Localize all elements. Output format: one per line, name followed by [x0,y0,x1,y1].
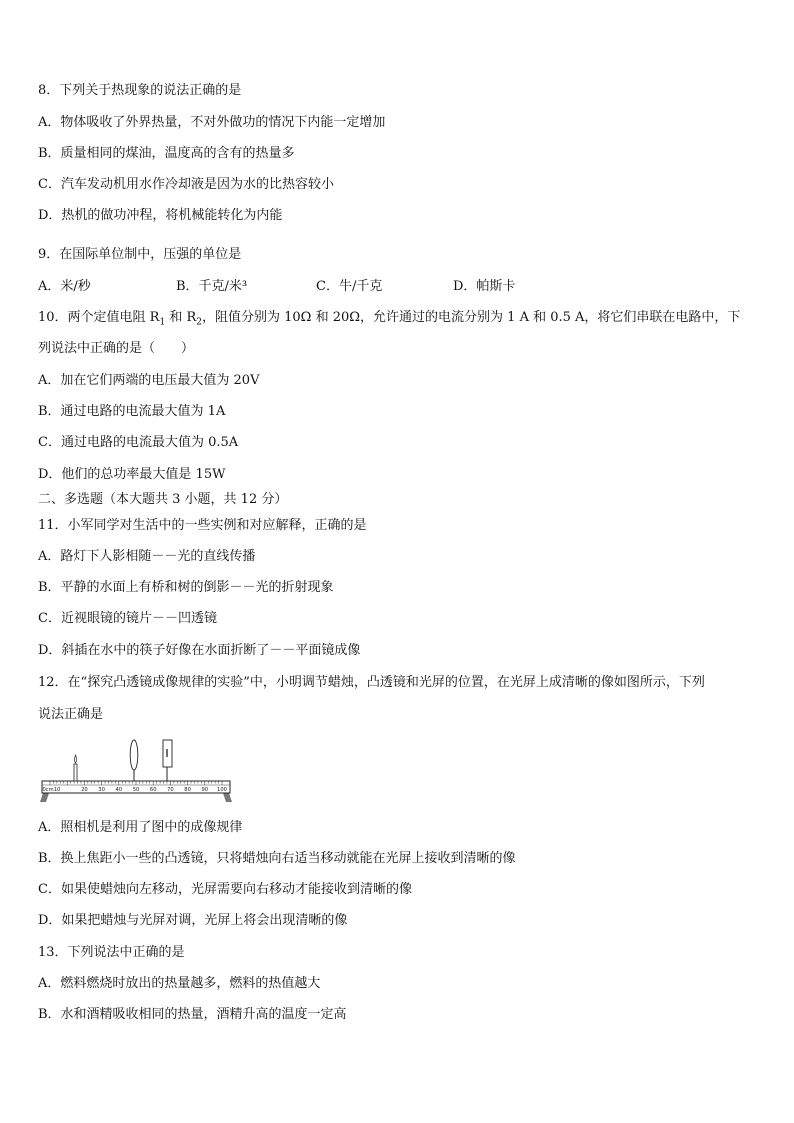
convex-lens [130,740,138,770]
candle-flame [75,755,77,763]
optical-bench-figure [38,738,234,804]
q11-option-d: D．斜插在水中的筷子好像在水面折断了－－平面镜成像 [38,643,361,658]
q10-stem-continued: 列说法中正确的是（ ） [38,341,195,356]
ruler-tick-label: 30 [98,787,105,793]
q12-stem: 12．在“探究凸透镜成像规律的实验”中，小明调节蜡烛，凸透镜和光屏的位置，在光屏上成清晰的像如图所示，下列 [38,675,705,690]
q9-stem: 9．在国际单位制中，压强的单位是 [38,247,242,262]
q13-stem: 13．下列说法中正确的是 [38,945,185,960]
q13-option-b: B．水和酒精吸收相同的热量，酒精升高的温度一定高 [38,1007,347,1022]
q12-option-b: B．换上焦距小一些的凸透镜，只将蜡烛向右适当移动就能在光屏上接收到清晰的像 [38,851,516,866]
ruler-tick-label: 20 [81,787,88,793]
q9-option-d: D．帕斯卡 [453,279,516,294]
ruler-tick-label: 0cm10 [42,787,61,793]
q13-option-a: A．燃料燃烧时放出的热量越多，燃料的热值越大 [38,976,321,991]
q10-option-a: A．加在它们两端的电压最大值为 20V [38,373,260,388]
q11-option-a: A．路灯下人影相随－－光的直线传播 [38,549,256,564]
q12-option-a: A．照相机是利用了图中的成像规律 [38,820,243,835]
q12-option-d: D．如果把蜡烛与光屏对调，光屏上将会出现清晰的像 [38,913,348,928]
ruler-tick-label: 80 [184,787,191,793]
section-heading: 二、多选题（本大题共 3 小题，共 12 分） [38,492,288,507]
ruler-tick-label: 70 [167,787,174,793]
q8-option-a: A．物体吸收了外界热量，不对外做功的情况下内能一定增加 [38,115,386,130]
q11-option-c: C．近视眼镜的镜片－－凹透镜 [38,611,217,626]
q10-option-b: B．通过电路的电流最大值为 1A [38,404,226,419]
ruler-tick-label: 90 [201,787,209,793]
q8-stem: 8．下列关于热现象的说法正确的是 [38,83,242,98]
q10-option-d: D．他们的总功率最大值是 15W [38,467,226,482]
q8-option-d: D．热机的做功冲程，将机械能转化为内能 [38,208,283,223]
ruler-tick-label: 60 [149,787,157,793]
q11-option-b: B．平静的水面上有桥和树的倒影－－光的折射现象 [38,580,334,595]
q9-option-c: C．牛/千克 [316,279,383,294]
ruler-tick-label: 100 [217,787,227,793]
candle [74,764,77,781]
q11-stem: 11．小军同学对生活中的一些实例和对应解释，正确的是 [38,518,367,533]
q8-option-b: B．质量相同的煤油，温度高的含有的热量多 [38,146,295,161]
q10-option-c: C．通过电路的电流最大值为 0.5A [38,435,239,450]
q12-option-c: C．如果使蜡烛向左移动，光屏需要向右移动才能接收到清晰的像 [38,882,412,897]
ruler-tick-label: 50 [132,787,140,793]
ruler-tick-label: 40 [115,787,123,793]
q12-stem-continued: 说法正确是 [38,707,104,722]
q8-option-c: C．汽车发动机用水作冷却液是因为水的比热容较小 [38,177,334,192]
q9-option-a: A．米/秒 [38,279,91,294]
q10-stem: 10．两个定值电阻 $R_1$ 和 $R_2$，阻值分别为 10Ω 和 20Ω，允许通过的电流分别为 1 A 和 0.5 A，将它们串联在电路中，下 [38,310,741,328]
q9-option-b: B．千克/米³ [176,279,248,294]
